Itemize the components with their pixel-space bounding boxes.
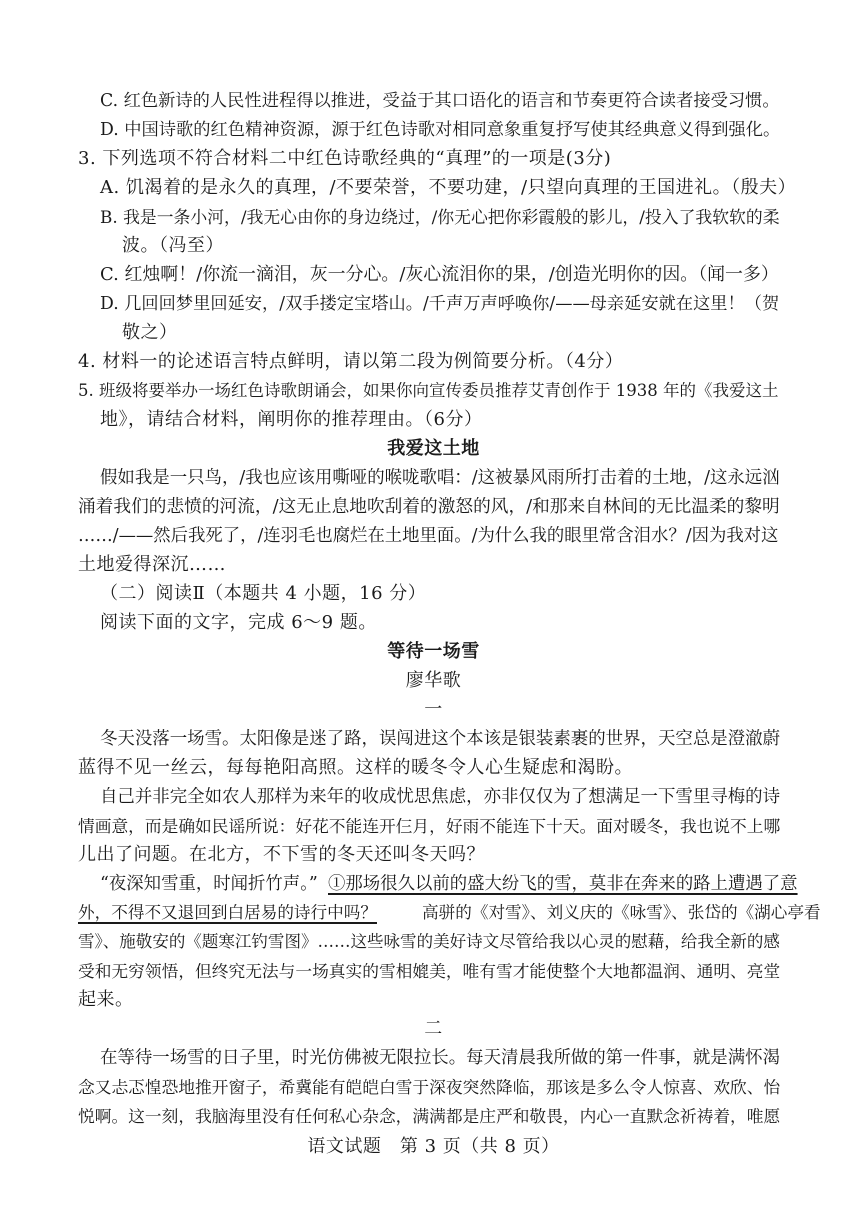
essay-title: 等待一场雪 bbox=[387, 641, 480, 662]
section-heading: （二）阅读Ⅱ（本题共 4 小题，16 分） bbox=[100, 583, 427, 604]
q2-option-d: D. 中国诗歌的红色精神资源，源于红色诗歌对相同意象重复抒写使其经典意义得到强化。 bbox=[100, 120, 781, 140]
q3-stem: 3. 下列选项不符合材料二中红色诗歌经典的“真理”的一项是(3分) bbox=[78, 148, 612, 169]
essay-p4-line3: 悦啊。这一刻，我脑海里没有任何私心杂念，满满都是庄严和敬畏，内心一直默念祈祷着，唯愿 bbox=[78, 1106, 781, 1126]
q5-stem-line1: 5. 班级将要举办一场红色诗歌朗诵会，如果你向宣传委员推荐艾青创作于 1938 年的《我爱这土 bbox=[78, 381, 779, 400]
essay-p1-line2: 蓝得不见一丝云，每每艳阳高照。这样的暖冬令人心生疑虑和渴盼。 bbox=[78, 757, 633, 778]
essay-p4-line2: 念又忐忑惶恐地推开窗子，希冀能有皑皑白雪于深夜突然降临，那该是多么令人惊喜、欢欣、怡 bbox=[78, 1077, 781, 1097]
essay-p2-line2: 情画意，而是确如民谣所说：好花不能连开仨月，好雨不能连下十天。面对暖冬，我也说不上哪 bbox=[78, 816, 781, 836]
essay-p4-line1: 在等待一场雪的日子里，时光仿佛被无限拉长。每天清晨我所做的第一件事，就是满怀渴 bbox=[100, 1048, 781, 1068]
essay-p3-line4: 受和无穷领悟，但终究无法与一场真实的雪相媲美，唯有雪才能使整个大地都温润、通明、亮堂 bbox=[78, 961, 781, 981]
q3-option-d-line1: D. 几回回梦里回延安，/双手搂定宝塔山。/千声万声呼唤你/——母亲延安就在这里！（贺 bbox=[100, 294, 780, 314]
q3-option-b-line1: B. 我是一条小河，/我无心由你的身边绕过，/你无心把你彩霞般的影儿，/投入了我软软的柔 bbox=[100, 207, 780, 227]
essay-part-1-number: 一 bbox=[424, 699, 443, 720]
poem-line-2: 涌着我们的悲愤的河流，/这无止息地吹刮着的激怒的风，/和那来自林间的无比温柔的黎明 bbox=[78, 497, 780, 517]
essay-part-2-number: 二 bbox=[424, 1018, 443, 1039]
underlined-sentence-1b: 外，不得不又退回到白居易的诗行中吗？ bbox=[78, 903, 377, 922]
q3-option-b-line2: 波。（冯至） bbox=[122, 235, 224, 256]
q2-option-c: C. 红色新诗的人民性进程得以推进，受益于其口语化的语言和节奏更符合读者接受习惯。 bbox=[100, 91, 780, 111]
essay-p2-line1: 自己并非完全如农人那样为来年的收成忧思焦虑，亦非仅仅为了想满足一下雪里寻梅的诗 bbox=[100, 787, 781, 807]
q3-option-a: A. 饥渴着的是永久的真理，/不要荣誉，不要功建，/只望向真理的王国进礼。（殷夫） bbox=[100, 177, 797, 198]
poem-line-4: 土地爱得深沉…… bbox=[78, 554, 226, 575]
essay-p2-line3: 儿出了问题。在北方，不下雪的冬天还叫冬天吗？ bbox=[78, 844, 485, 865]
q3-option-c: C. 红烛啊！/你流一滴泪，灰一分心。/灰心流泪你的果，/创造光明你的因。（闻一多） bbox=[100, 264, 779, 285]
underlined-sentence-1a: ①那场很久以前的盛大纷飞的雪，莫非在奔来的路上遭遇了意 bbox=[328, 874, 798, 894]
essay-p3-line5: 起来。 bbox=[78, 989, 134, 1010]
q3-option-d-line2: 敬之） bbox=[122, 322, 178, 343]
section-instruction: 阅读下面的文字，完成 6～9 题。 bbox=[100, 612, 377, 633]
essay-p3-line3: 雪》、施敬安的《题寒江钓雪图》……这些咏雪的美好诗文尽管给我以心灵的慰藉，给我全新的感 bbox=[78, 932, 780, 951]
essay-quote: “夜深知雪重，时闻折竹声。” bbox=[100, 874, 318, 894]
poem-line-1: 假如我是一只鸟，/我也应该用嘶哑的喉咙歌唱：/这被暴风雨所打击着的土地，/这永远汹 bbox=[100, 468, 780, 488]
essay-author: 廖华歌 bbox=[405, 670, 462, 691]
poem-line-3: ……/——然后我死了，/连羽毛也腐烂在土地里面。/为什么我的眼里常含泪水？/因为我对这 bbox=[78, 526, 779, 546]
q5-stem-line2: 地》，请结合材料，阐明你的推荐理由。（6分） bbox=[100, 409, 483, 430]
essay-p3-line1 bbox=[0, 871, 867, 897]
page-footer: 语文试题 第 3 页（共 8 页） bbox=[307, 1136, 560, 1157]
poem-title: 我爱这土地 bbox=[387, 438, 480, 459]
essay-p3-line2-rest: 高骈的《对雪》、刘义庆的《咏雪》、张岱的《湖心亭看 bbox=[422, 903, 821, 922]
essay-p1-line1: 冬天没落一场雪。太阳像是迷了路，误闯进这个本该是银装素裹的世界，天空总是澄澈蔚 bbox=[100, 729, 781, 749]
essay-p3-line2 bbox=[0, 900, 867, 926]
q4-stem: 4. 材料一的论述语言特点鲜明，请以第二段为例简要分析。（4分） bbox=[78, 351, 624, 372]
